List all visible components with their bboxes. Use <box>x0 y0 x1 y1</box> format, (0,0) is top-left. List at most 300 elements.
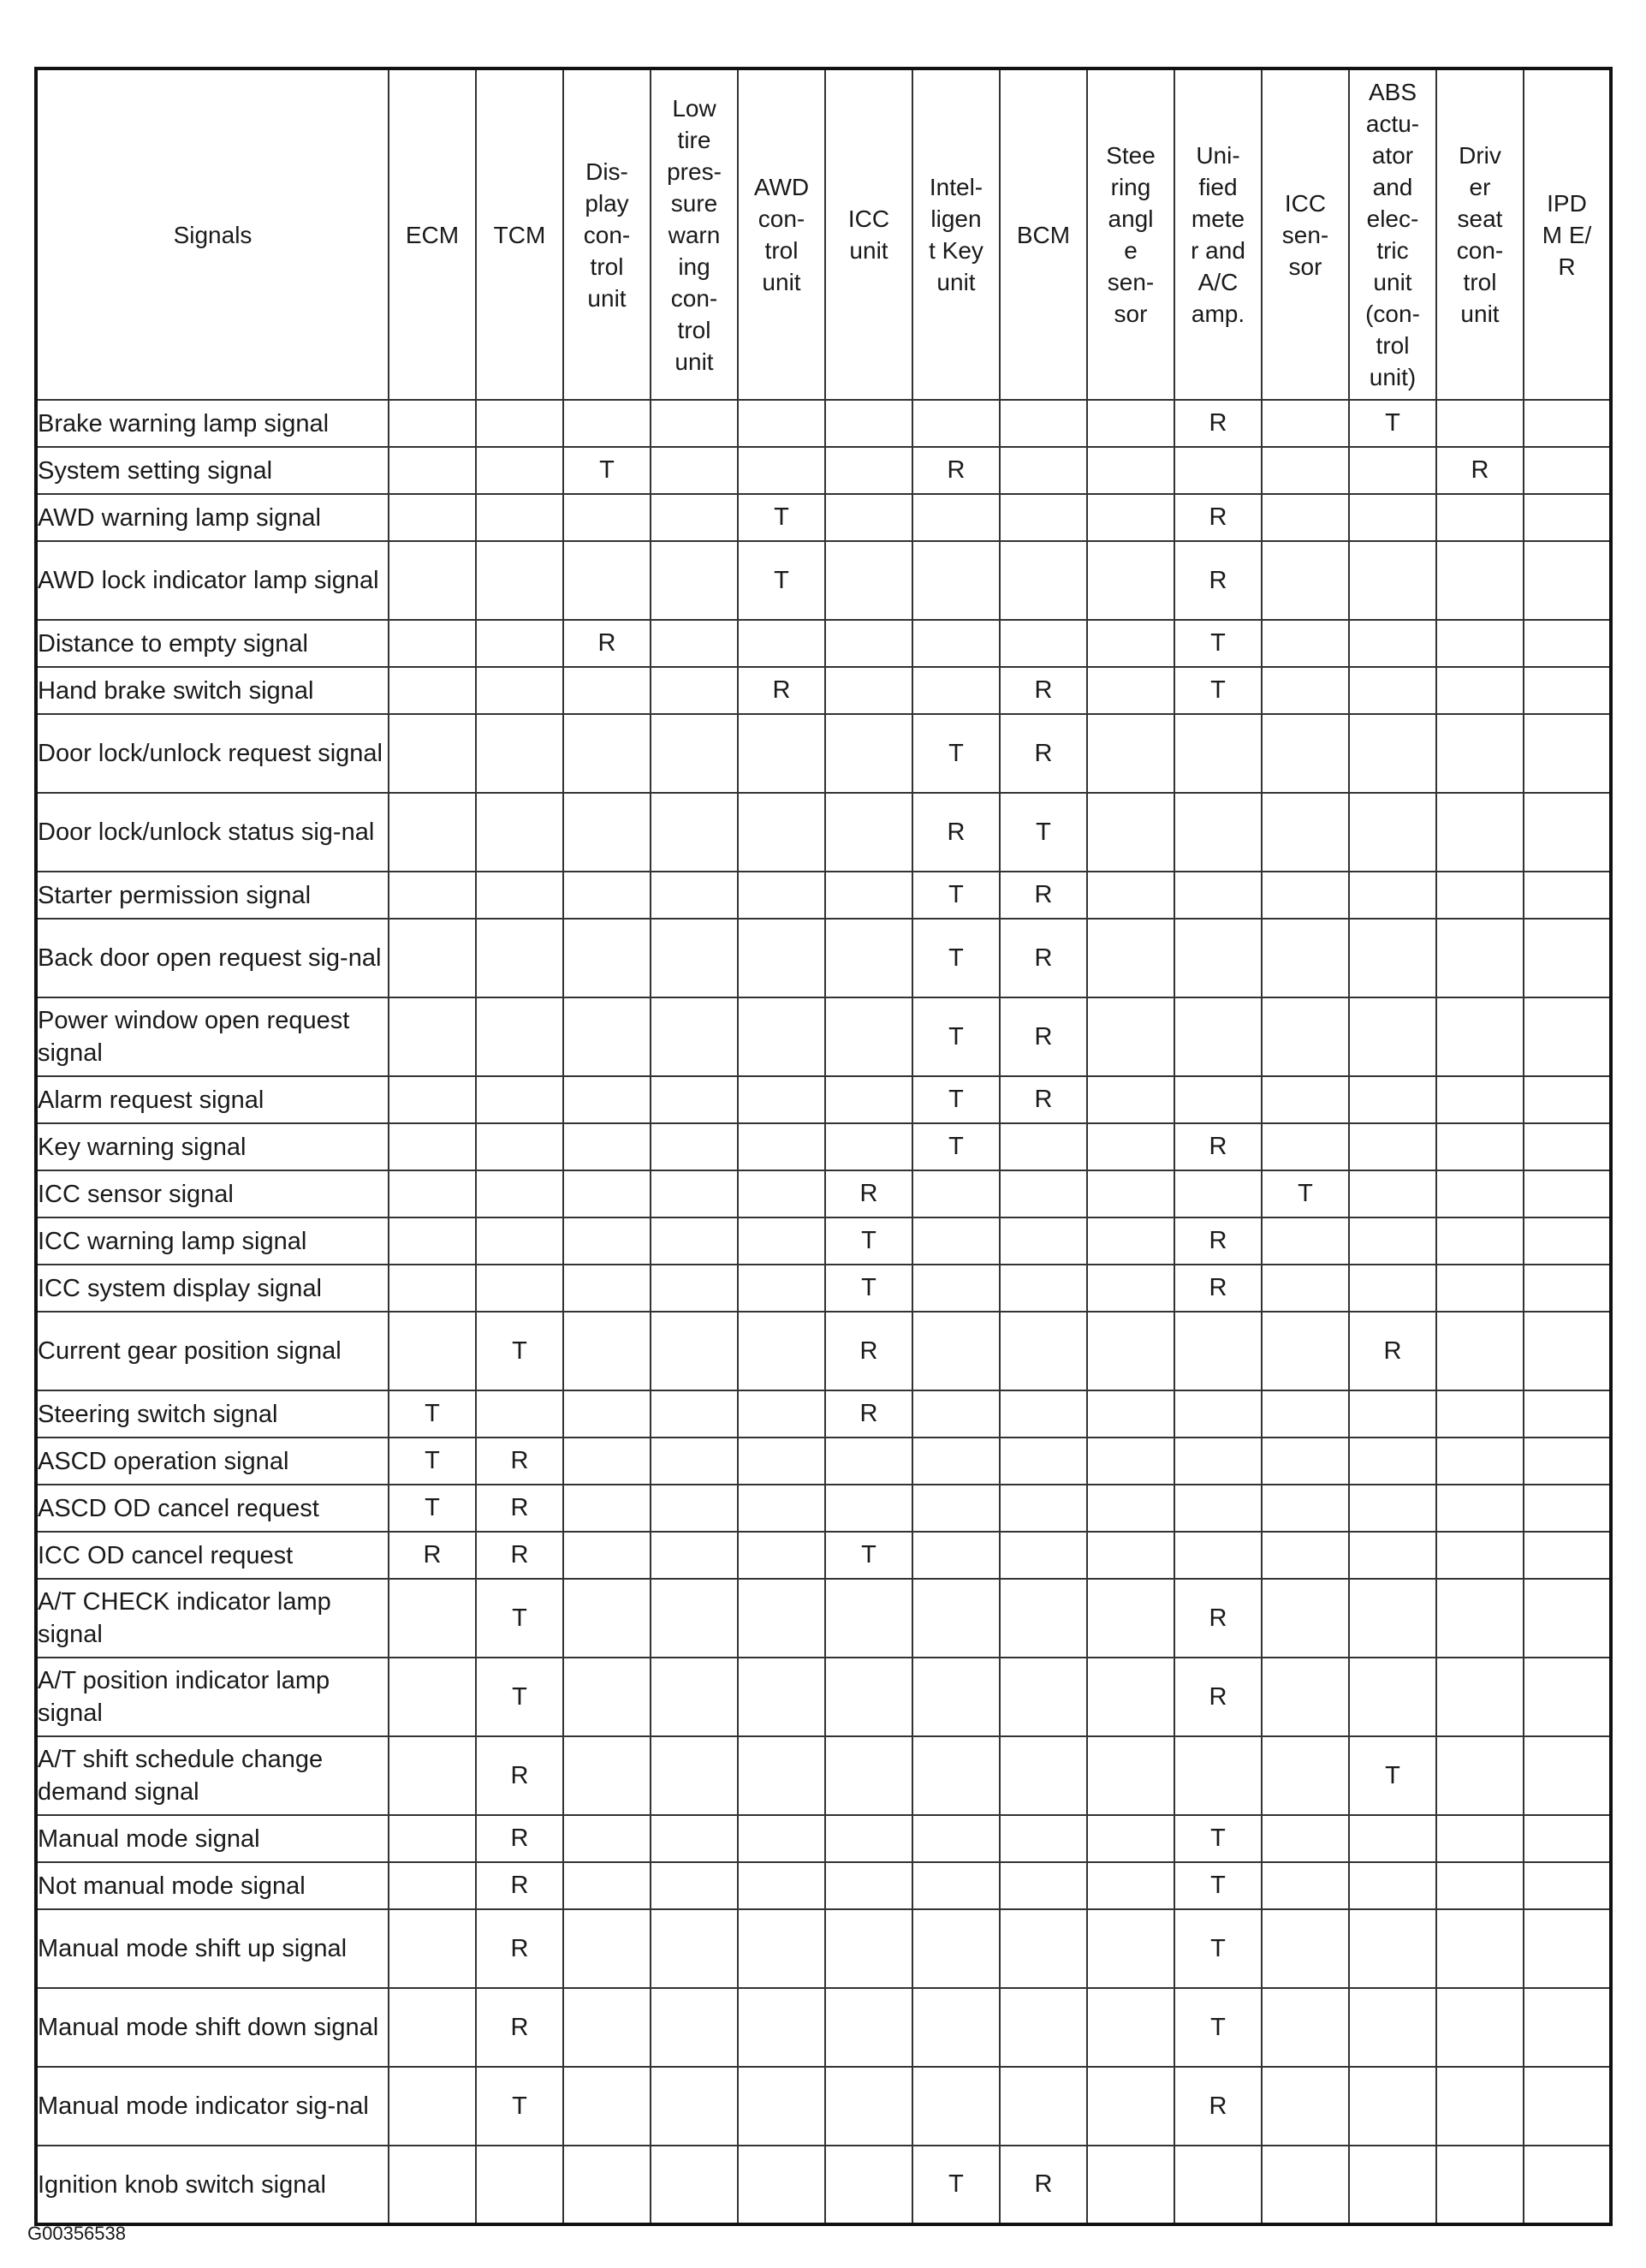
signal-cell <box>825 1815 912 1862</box>
signal-cell <box>1436 1312 1524 1390</box>
signal-cell <box>1349 714 1436 793</box>
signal-cell <box>389 541 476 620</box>
signal-cell <box>738 1658 825 1736</box>
signal-cell <box>1349 1123 1436 1170</box>
signal-cell <box>1436 1485 1524 1532</box>
signal-cell <box>1000 1658 1087 1736</box>
signal-cell <box>1000 1170 1087 1217</box>
signal-cell <box>651 1862 738 1909</box>
signal-cell <box>389 620 476 667</box>
signal-cell <box>1524 1123 1611 1170</box>
signal-cell <box>912 1312 1000 1390</box>
signal-cell <box>1000 1815 1087 1862</box>
signal-cell <box>389 1736 476 1815</box>
signal-cell <box>1436 1909 1524 1988</box>
signal-cell <box>1436 872 1524 919</box>
signal-cell <box>738 1909 825 1988</box>
signal-cell <box>1262 667 1349 714</box>
signal-cell <box>1524 1265 1611 1312</box>
signal-cell <box>1262 2067 1349 2146</box>
signal-name: ASCD OD cancel request <box>36 1485 389 1532</box>
signal-cell <box>476 1170 563 1217</box>
table-row <box>36 1217 1611 1265</box>
signal-cell <box>738 1390 825 1438</box>
signal-cell <box>1000 1532 1087 1579</box>
signal-name: ICC warning lamp signal <box>36 1217 389 1265</box>
signal-cell <box>563 494 651 541</box>
signal-name: Current gear position signal <box>36 1312 389 1390</box>
signal-cell <box>1436 1390 1524 1438</box>
signal-name: Not manual mode signal <box>36 1862 389 1909</box>
signal-cell: T <box>912 872 1000 919</box>
signal-cell <box>1000 1909 1087 1988</box>
signal-cell <box>1087 620 1174 667</box>
column-header-label: TCM <box>493 221 546 248</box>
signal-name: Key warning signal <box>36 1123 389 1170</box>
signal-cell <box>1262 1312 1349 1390</box>
signal-name: Door lock/unlock status sig-nal <box>36 793 389 872</box>
signal-cell <box>1524 1170 1611 1217</box>
table-row <box>36 1909 1611 1988</box>
signal-cell <box>738 1312 825 1390</box>
figure-id: G00356538 <box>27 2223 126 2244</box>
signal-cell <box>1262 620 1349 667</box>
signal-cell <box>563 1815 651 1862</box>
signal-cell <box>651 1390 738 1438</box>
signal-cell <box>1000 1123 1087 1170</box>
signal-cell: R <box>1174 541 1262 620</box>
signal-cell <box>476 793 563 872</box>
signal-cell: R <box>825 1390 912 1438</box>
signal-cell <box>738 1532 825 1579</box>
signal-cell <box>1262 872 1349 919</box>
signal-cell <box>1524 1217 1611 1265</box>
signal-cell <box>1262 447 1349 494</box>
table-row <box>36 1532 1611 1579</box>
signal-cell <box>1436 1170 1524 1217</box>
signal-cell <box>651 1736 738 1815</box>
table-row <box>36 541 1611 620</box>
signal-cell: T <box>1349 1736 1436 1815</box>
signal-cell <box>1436 400 1524 447</box>
signal-cell <box>1349 1862 1436 1909</box>
signal-cell <box>1174 1532 1262 1579</box>
signal-cell: R <box>825 1312 912 1390</box>
signal-cell <box>738 1123 825 1170</box>
table-row <box>36 1438 1611 1485</box>
signal-cell <box>651 1532 738 1579</box>
signal-cell <box>651 1170 738 1217</box>
signal-cell <box>389 667 476 714</box>
signal-name: AWD lock indicator lamp signal <box>36 541 389 620</box>
signal-cell <box>1174 447 1262 494</box>
signal-name: Hand brake switch signal <box>36 667 389 714</box>
signal-cell <box>651 872 738 919</box>
signal-cell <box>1262 1438 1349 1485</box>
signal-cell <box>389 1217 476 1265</box>
signal-cell <box>912 667 1000 714</box>
signal-cell <box>825 1988 912 2067</box>
signal-cell: T <box>1000 793 1087 872</box>
signal-cell <box>1087 793 1174 872</box>
signal-cell <box>1087 714 1174 793</box>
signal-cell <box>1262 1658 1349 1736</box>
signal-cell: R <box>825 1170 912 1217</box>
signal-cell <box>1349 1485 1436 1532</box>
signal-cell <box>1524 667 1611 714</box>
signal-cell <box>1436 2146 1524 2224</box>
signal-cell <box>1436 541 1524 620</box>
signal-cell: R <box>476 1862 563 1909</box>
signal-cell: T <box>476 2067 563 2146</box>
table-row <box>36 919 1611 997</box>
signal-cell <box>1349 919 1436 997</box>
signal-cell <box>1524 1988 1611 2067</box>
signal-cell <box>651 1265 738 1312</box>
signal-cell <box>1349 447 1436 494</box>
signal-cell <box>1524 447 1611 494</box>
signal-cell <box>738 2067 825 2146</box>
signal-cell <box>563 793 651 872</box>
signal-cell <box>1436 1265 1524 1312</box>
signal-cell <box>563 1076 651 1123</box>
signal-cell <box>1349 872 1436 919</box>
signal-cell <box>476 1123 563 1170</box>
signal-cell <box>1436 714 1524 793</box>
signal-cell <box>1524 1438 1611 1485</box>
signal-cell <box>825 793 912 872</box>
signal-cell <box>1262 1123 1349 1170</box>
signal-cell: R <box>738 667 825 714</box>
signal-cell <box>825 1579 912 1658</box>
signal-cell: R <box>1000 714 1087 793</box>
signal-cell <box>563 1736 651 1815</box>
signal-cell <box>1087 1170 1174 1217</box>
signal-cell <box>738 1217 825 1265</box>
signal-cell <box>1262 1862 1349 1909</box>
signal-cell <box>563 2067 651 2146</box>
signal-cell <box>912 2067 1000 2146</box>
signal-cell <box>1349 494 1436 541</box>
signal-cell <box>651 447 738 494</box>
signal-cell <box>738 1988 825 2067</box>
signal-cell <box>1174 1390 1262 1438</box>
signal-cell <box>912 1909 1000 1988</box>
signal-cell <box>738 1485 825 1532</box>
signal-cell <box>563 1909 651 1988</box>
signal-cell <box>1087 872 1174 919</box>
signal-cell <box>1436 793 1524 872</box>
signal-cell <box>1524 1579 1611 1658</box>
signal-cell <box>1524 872 1611 919</box>
signal-cell <box>1087 1265 1174 1312</box>
signal-cell <box>651 2146 738 2224</box>
column-header-label: Intel- ligen t Key unit <box>929 174 983 295</box>
signal-cell <box>1262 1076 1349 1123</box>
signal-cell: R <box>1174 1123 1262 1170</box>
table-row <box>36 1312 1611 1390</box>
signal-cell <box>1000 1862 1087 1909</box>
column-header <box>1349 68 1436 400</box>
signal-cell <box>389 400 476 447</box>
signal-cell: T <box>476 1579 563 1658</box>
signal-name: Starter permission signal <box>36 872 389 919</box>
signal-cell <box>1262 919 1349 997</box>
signal-cell <box>1436 667 1524 714</box>
signal-cell <box>1349 1438 1436 1485</box>
column-header-label: Stee ring angl e sen- sor <box>1106 142 1156 327</box>
signal-cell <box>1349 1265 1436 1312</box>
signal-name: ICC system display signal <box>36 1265 389 1312</box>
signal-cell <box>1262 1988 1349 2067</box>
signal-cell: R <box>1436 447 1524 494</box>
signal-cell <box>389 793 476 872</box>
signal-cell <box>1349 2067 1436 2146</box>
signal-cell <box>1174 1438 1262 1485</box>
signal-cell <box>1000 2067 1087 2146</box>
signal-cell <box>825 1658 912 1736</box>
signal-cell <box>1524 1485 1611 1532</box>
signal-cell <box>1262 1532 1349 1579</box>
signal-cell <box>1087 541 1174 620</box>
signal-cell <box>912 620 1000 667</box>
signal-cell <box>389 1312 476 1390</box>
signal-cell <box>1000 494 1087 541</box>
signal-cell: R <box>476 1532 563 1579</box>
signal-cell <box>1349 620 1436 667</box>
signal-cell <box>1524 400 1611 447</box>
signal-cell <box>1087 2146 1174 2224</box>
signal-cell <box>738 872 825 919</box>
signal-cell: T <box>476 1312 563 1390</box>
signal-cell <box>1174 997 1262 1076</box>
column-header <box>738 68 825 400</box>
signal-name: Ignition knob switch signal <box>36 2146 389 2224</box>
signal-cell <box>912 1265 1000 1312</box>
signal-cell <box>738 447 825 494</box>
signal-cell <box>1436 1988 1524 2067</box>
signal-cell: T <box>1174 1909 1262 1988</box>
column-header <box>563 68 651 400</box>
signal-cell <box>912 494 1000 541</box>
signal-cell: R <box>1000 997 1087 1076</box>
column-header-label: ABS actu- ator and elec- tric unit (con- trol unit) <box>1365 79 1420 390</box>
signal-cell <box>738 1170 825 1217</box>
signal-cell <box>1262 1485 1349 1532</box>
signal-cell <box>563 1312 651 1390</box>
signal-cell <box>1262 1390 1349 1438</box>
signal-cell <box>912 400 1000 447</box>
signal-cell <box>476 872 563 919</box>
signal-cell <box>1436 1438 1524 1485</box>
signal-cell <box>1349 1579 1436 1658</box>
signal-cell <box>1174 1076 1262 1123</box>
signal-cell <box>563 997 651 1076</box>
signal-cell: T <box>1174 1988 1262 2067</box>
signal-cell: T <box>389 1438 476 1485</box>
signal-cell <box>1349 1217 1436 1265</box>
signal-cell: T <box>738 494 825 541</box>
signal-cell <box>825 1438 912 1485</box>
signal-cell <box>1087 1312 1174 1390</box>
signal-cell <box>476 1076 563 1123</box>
signal-cell <box>1174 1485 1262 1532</box>
table-row <box>36 1485 1611 1532</box>
signal-cell: T <box>912 2146 1000 2224</box>
column-header <box>651 68 738 400</box>
signal-cell <box>389 714 476 793</box>
signal-cell <box>1087 400 1174 447</box>
signal-cell: R <box>476 1485 563 1532</box>
signal-cell <box>738 1579 825 1658</box>
column-header-label: ECM <box>405 221 460 248</box>
column-header <box>1436 68 1524 400</box>
signal-cell <box>1262 400 1349 447</box>
signal-cell <box>1524 1815 1611 1862</box>
table-body <box>36 400 1611 2224</box>
signal-cell <box>1436 1123 1524 1170</box>
signal-cell <box>912 1485 1000 1532</box>
signal-cell <box>1349 1170 1436 1217</box>
signal-cell <box>1262 1579 1349 1658</box>
column-header-label: Uni- fied mete r and A/C amp. <box>1191 142 1245 327</box>
signal-cell <box>651 620 738 667</box>
signal-cell: R <box>476 1736 563 1815</box>
column-header-label: AWD con- trol unit <box>753 174 810 295</box>
signal-cell: R <box>1000 667 1087 714</box>
signal-cell: R <box>1174 1217 1262 1265</box>
signal-cell: R <box>1000 1076 1087 1123</box>
signal-cell <box>825 1736 912 1815</box>
signal-cell: R <box>563 620 651 667</box>
signal-cell <box>389 1579 476 1658</box>
signal-cell <box>651 1438 738 1485</box>
signal-cell <box>912 1815 1000 1862</box>
table-row <box>36 1265 1611 1312</box>
signal-cell <box>825 400 912 447</box>
signal-cell <box>563 1579 651 1658</box>
signal-cell <box>1524 494 1611 541</box>
signal-cell <box>1174 2146 1262 2224</box>
signal-cell <box>825 872 912 919</box>
signal-cell <box>1262 1909 1349 1988</box>
signal-cell <box>1349 1390 1436 1438</box>
column-header-label: Driv er seat con- trol unit <box>1456 142 1504 327</box>
signal-name: Door lock/unlock request signal <box>36 714 389 793</box>
signal-cell <box>563 1265 651 1312</box>
signal-cell <box>1349 2146 1436 2224</box>
signal-cell <box>563 541 651 620</box>
column-header-label: IPD M E/ R <box>1542 189 1592 280</box>
header-row <box>36 68 1611 400</box>
signal-cell <box>1524 1862 1611 1909</box>
signal-cell <box>1436 1579 1524 1658</box>
signal-cell <box>1174 793 1262 872</box>
signal-cell <box>1436 1862 1524 1909</box>
signal-cell <box>1087 2067 1174 2146</box>
signal-cell <box>1524 1312 1611 1390</box>
signal-cell <box>1436 919 1524 997</box>
signal-cell <box>825 1485 912 1532</box>
signal-cell <box>825 620 912 667</box>
signal-cell <box>1000 1217 1087 1265</box>
signal-cell: T <box>563 447 651 494</box>
signal-cell <box>476 714 563 793</box>
table-row <box>36 714 1611 793</box>
signal-cell <box>389 872 476 919</box>
signal-cell <box>912 1579 1000 1658</box>
signal-cell <box>1436 620 1524 667</box>
signal-cell <box>1087 1076 1174 1123</box>
signal-cell <box>1087 1532 1174 1579</box>
signal-cell <box>1262 1265 1349 1312</box>
signal-cell <box>1349 1532 1436 1579</box>
signal-cell <box>1524 714 1611 793</box>
signal-cell <box>1174 872 1262 919</box>
signal-cell <box>1524 1658 1611 1736</box>
signal-cell <box>1524 919 1611 997</box>
signal-cell <box>563 1390 651 1438</box>
signal-cell <box>1262 494 1349 541</box>
signal-cell: T <box>476 1658 563 1736</box>
signal-cell <box>389 2146 476 2224</box>
table-row <box>36 1579 1611 1658</box>
signal-cell <box>651 1579 738 1658</box>
signal-cell <box>476 541 563 620</box>
signal-cell: R <box>1174 494 1262 541</box>
signal-name: A/T position indicator lamp signal <box>36 1658 389 1736</box>
signal-cell <box>1087 1579 1174 1658</box>
signal-cell <box>476 620 563 667</box>
table-row <box>36 997 1611 1076</box>
signal-cell <box>825 541 912 620</box>
signal-cell: T <box>912 1123 1000 1170</box>
signal-cell: T <box>1174 1862 1262 1909</box>
table-row <box>36 400 1611 447</box>
signal-cell: T <box>738 541 825 620</box>
column-header <box>1000 68 1087 400</box>
table-row <box>36 1390 1611 1438</box>
signal-cell: R <box>476 1988 563 2067</box>
signal-cell <box>1087 667 1174 714</box>
signal-cell <box>651 1123 738 1170</box>
signal-name: System setting signal <box>36 447 389 494</box>
signal-cell <box>1174 714 1262 793</box>
signal-cell: R <box>1174 400 1262 447</box>
signal-cell <box>825 1076 912 1123</box>
signal-cell <box>825 447 912 494</box>
signal-cell <box>563 1485 651 1532</box>
signal-name: Back door open request sig-nal <box>36 919 389 997</box>
signal-cell <box>1436 1815 1524 1862</box>
signal-name: Alarm request signal <box>36 1076 389 1123</box>
signal-cell <box>476 997 563 1076</box>
signal-cell <box>1174 1312 1262 1390</box>
signal-cell: T <box>1174 667 1262 714</box>
signal-cell: T <box>912 919 1000 997</box>
signal-cell <box>738 714 825 793</box>
table-row <box>36 620 1611 667</box>
signal-cell <box>1087 494 1174 541</box>
signal-cell <box>1524 2146 1611 2224</box>
signal-name: ASCD operation signal <box>36 1438 389 1485</box>
column-header <box>1524 68 1611 400</box>
signal-name: ICC OD cancel request <box>36 1532 389 1579</box>
signal-cell <box>651 793 738 872</box>
signal-name: Power window open request signal <box>36 997 389 1076</box>
signal-cell <box>563 1438 651 1485</box>
signal-cell: T <box>825 1217 912 1265</box>
